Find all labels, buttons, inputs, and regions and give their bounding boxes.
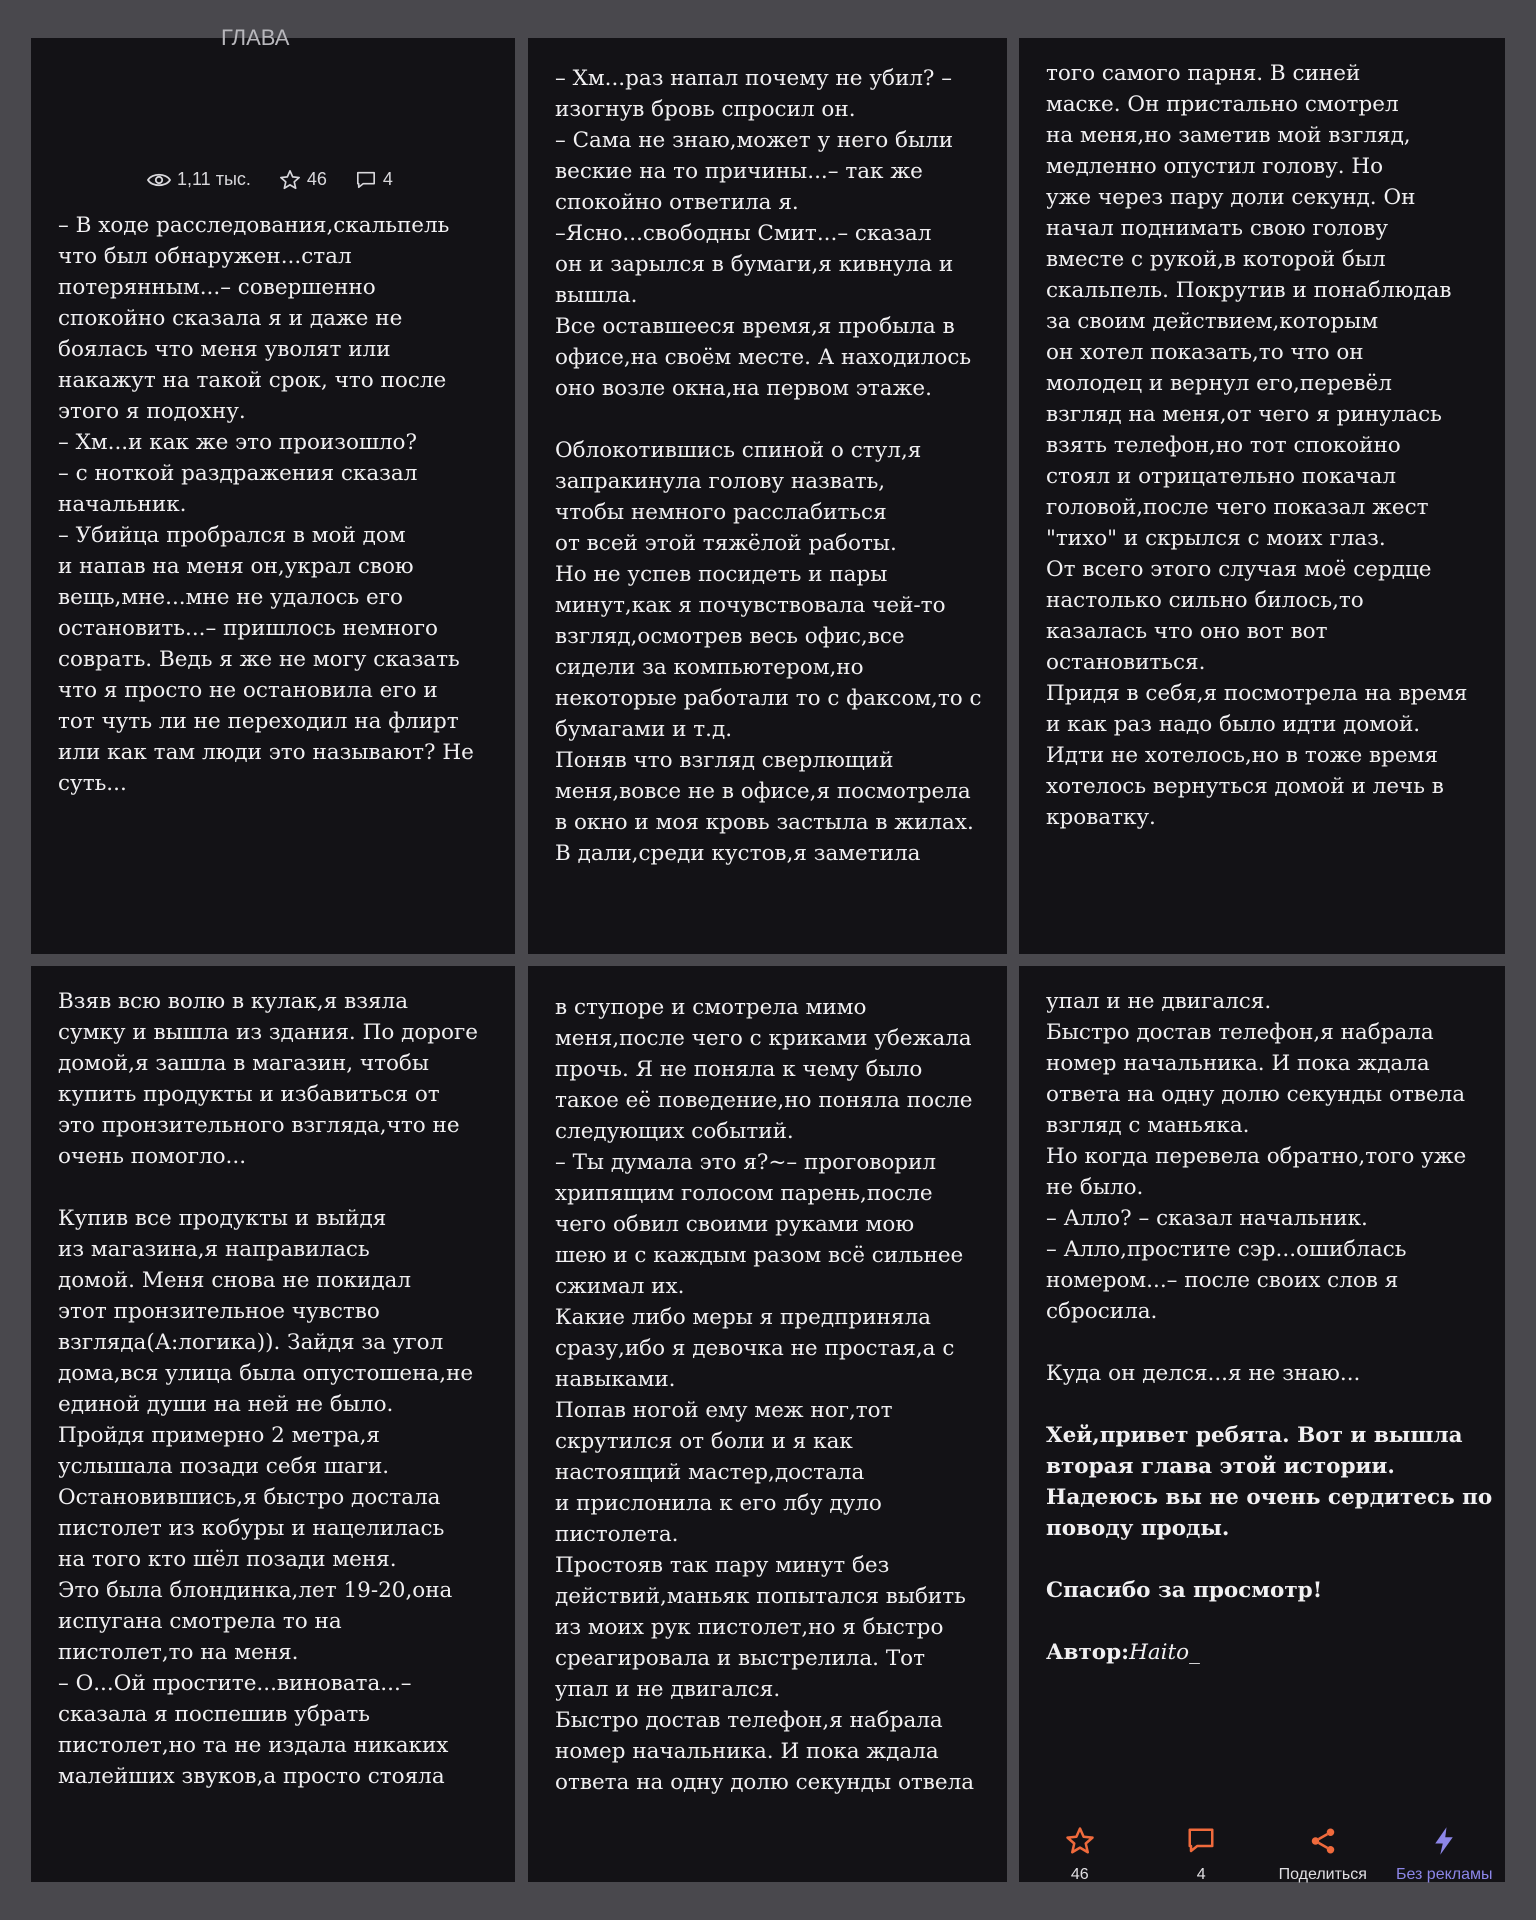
author-name[interactable]: Haito_ bbox=[1129, 1640, 1200, 1665]
chapter-title-cut: ГЛАВА bbox=[221, 25, 290, 50]
story-text: упал и не двигался. Быстро достав телефон,я набрала номер начальника. И пока ждала ответа на одну долю секунды отвела взгляд с маньяка. Но когда перевела обратно,того уже не было. – Алло? – сказал начальник. – Алло,простите сэр...ошиблась номером...– после своих слов я сбросила. bbox=[1046, 989, 1467, 1324]
page-panel-1 bbox=[31, 25, 515, 954]
star-icon bbox=[1065, 1826, 1095, 1856]
comments-count: 4 bbox=[382, 169, 393, 189]
eye-icon bbox=[147, 172, 171, 188]
star-count: 46 bbox=[1070, 1866, 1089, 1883]
chapter-stats bbox=[147, 164, 421, 195]
share-icon bbox=[1308, 1826, 1338, 1856]
no-ads-label: Без рекламы bbox=[1395, 1866, 1493, 1883]
stars-count: 46 bbox=[306, 169, 327, 189]
page-panel-5 bbox=[528, 966, 1007, 1882]
story-text: того самого парня. В синей маске. Он пристально смотрел на меня,но заметив мой взгляд, медленно опустил голову. Но уже через пару доли секунд. Он начал поднимать свою голову вместе с рукой,в которой был скальпель. Покрутив и понаблюдав за своим действием,которым он хотел показать,то что он молодец и вернул его,перевёл взгляд на меня,от чего я ринулась взять телефон,но тот спокойно стоял и отрицательно покачал головой,после чего показал жест "тихо" и скрылся с моих глаз. От всего этого случая моё сердце настолько сильно билось,то казалась что оно вот вот остановиться. Придя в себя,я посмотрела на время и как раз надо было идти домой. Идти не хотелось,но в тоже время хотелось вернуться домой и лечь в кроватку. bbox=[1046, 61, 1468, 830]
share-label: Поделиться bbox=[1278, 1866, 1367, 1883]
story-text: Купив все продукты и выйдя из магазина,я направилась домой. Меня снова не покидал этот пронзительное чувство взгляда(А:логика)). Зайдя за угол дома,вся улица была опустошена,не единой души на ней не было. Пройдя примерно 2 метра,я услышала позади себя шаги. Остановившись,я быстро достала пистолет из кобуры и нацелилась на того кто шёл позади меня. Это была блондинка,лет 19-20,она испугана смотрела то на пистолет,то на меня. – О...Ой простите...виновата...– сказала я поспешив убрать пистолет,но та не издала никаких малейших звуков,а просто стояла bbox=[58, 1206, 474, 1789]
comments-button[interactable] bbox=[1141, 1818, 1263, 1882]
author-note: Хей,привет ребята. Вот и вышла вторая глава этой истории. Надеюсь вы не очень сердитесь по поводу проды. bbox=[1046, 1423, 1493, 1541]
author-label: Автор: bbox=[1046, 1640, 1130, 1665]
page-panel-3 bbox=[1019, 38, 1505, 954]
author-line bbox=[1046, 1637, 1495, 1668]
views-count: 1,11 тыс. bbox=[177, 169, 251, 189]
story-text: Взяв всю волю в кулак,я взяла сумку и вышла из здания. По дороге домой,я зашла в магазин, чтобы купить продукты и избавиться от это пронзительного взгляда,что не очень помогло... bbox=[58, 989, 478, 1169]
no-ads-button[interactable] bbox=[1384, 1818, 1506, 1882]
comment-icon bbox=[1186, 1826, 1216, 1856]
story-text: – Хм...раз напал почему не убил? – изогнув бровь спросил он. – Сама не знаю,может у него были веские на то причины...– так же спокойно ответила я. –Ясно...свободны Смит...– сказал он и зарылся в бумаги,я кивнула и вышла. Все оставшееся время,я пробыла в офисе,на своём месте. А находилось оно возле окна,на первом этаже. bbox=[555, 66, 972, 401]
comment-icon bbox=[355, 170, 377, 190]
star-icon bbox=[279, 169, 301, 191]
bottom-action-bar bbox=[1019, 1818, 1505, 1882]
views-stat bbox=[147, 164, 251, 195]
story-text: – В ходе расследования,скальпель что был обнаружен...стал потерянным...– совершенно спокойно сказала я и даже не боялась что меня уволят или накажут на такой срок, что после этого я подохну. – Хм...и как же это произошло? – с ноткой раздражения сказал начальник. – Убийца пробрался в мой дом и напав на меня он,украл свою вещь,мне...мне не удалось его остановить...– пришлось немного соврать. Ведь я же не могу сказать что я просто не остановила его и тот чуть ли не переходил на флирт или как там люди это называют? Не суть... bbox=[58, 213, 474, 796]
page-panel-2 bbox=[528, 38, 1007, 954]
story-text: Облокотившись спиной о стул,я запракинула голову назвать, чтобы немного расслабиться от всей этой тяжёлой работы. Но не успев посидеть и пары минут,как я почувствовала чей-то взгляд,осмотрев весь офис,все сидели за компьютером,но некоторые работали то с факсом,то с бумагами и т.д. Поняв что взгляд сверлющий меня,вовсе не в офисе,я посмотрела в окно и моя кровь застыла в жилах. В дали,среди кустов,я заметила bbox=[555, 438, 982, 866]
stars-stat[interactable] bbox=[279, 164, 327, 195]
story-text: в ступоре и смотрела мимо меня,после чего с криками убежала прочь. Я не поняла к чему было такое её поведение,но поняла после следующих событий. – Ты думала это я?~– проговорил хрипящим голосом парень,после чего обвил своими руками мою шею и с каждым разом всё сильнее сжимал их. Какие либо меры я предприняла сразу,ибо я девочка не простая,а с навыками. Попав ногой ему меж ног,тот скрутился от боли и я как настоящий мастер,достала и прислонила к его лбу дуло пистолета. Простояв так пару минут без действий,маньяк попытался выбить из моих рук пистолет,но я быстро среагировала и выстрелила. Тот упал и не двигался. Быстро достав телефон,я набрала номер начальника. И пока ждала ответа на одну долю секунды отвела bbox=[555, 995, 975, 1795]
page-panel-4 bbox=[31, 966, 515, 1882]
lightning-icon bbox=[1429, 1826, 1459, 1856]
star-button[interactable] bbox=[1019, 1818, 1141, 1882]
story-text: Куда он делся...я не знаю... bbox=[1046, 1361, 1361, 1386]
page-panel-6 bbox=[1019, 966, 1505, 1882]
thanks-text: Спасибо за просмотр! bbox=[1046, 1578, 1323, 1603]
comment-count: 4 bbox=[1196, 1866, 1206, 1883]
comments-stat[interactable] bbox=[355, 164, 393, 195]
share-button[interactable] bbox=[1262, 1818, 1384, 1882]
